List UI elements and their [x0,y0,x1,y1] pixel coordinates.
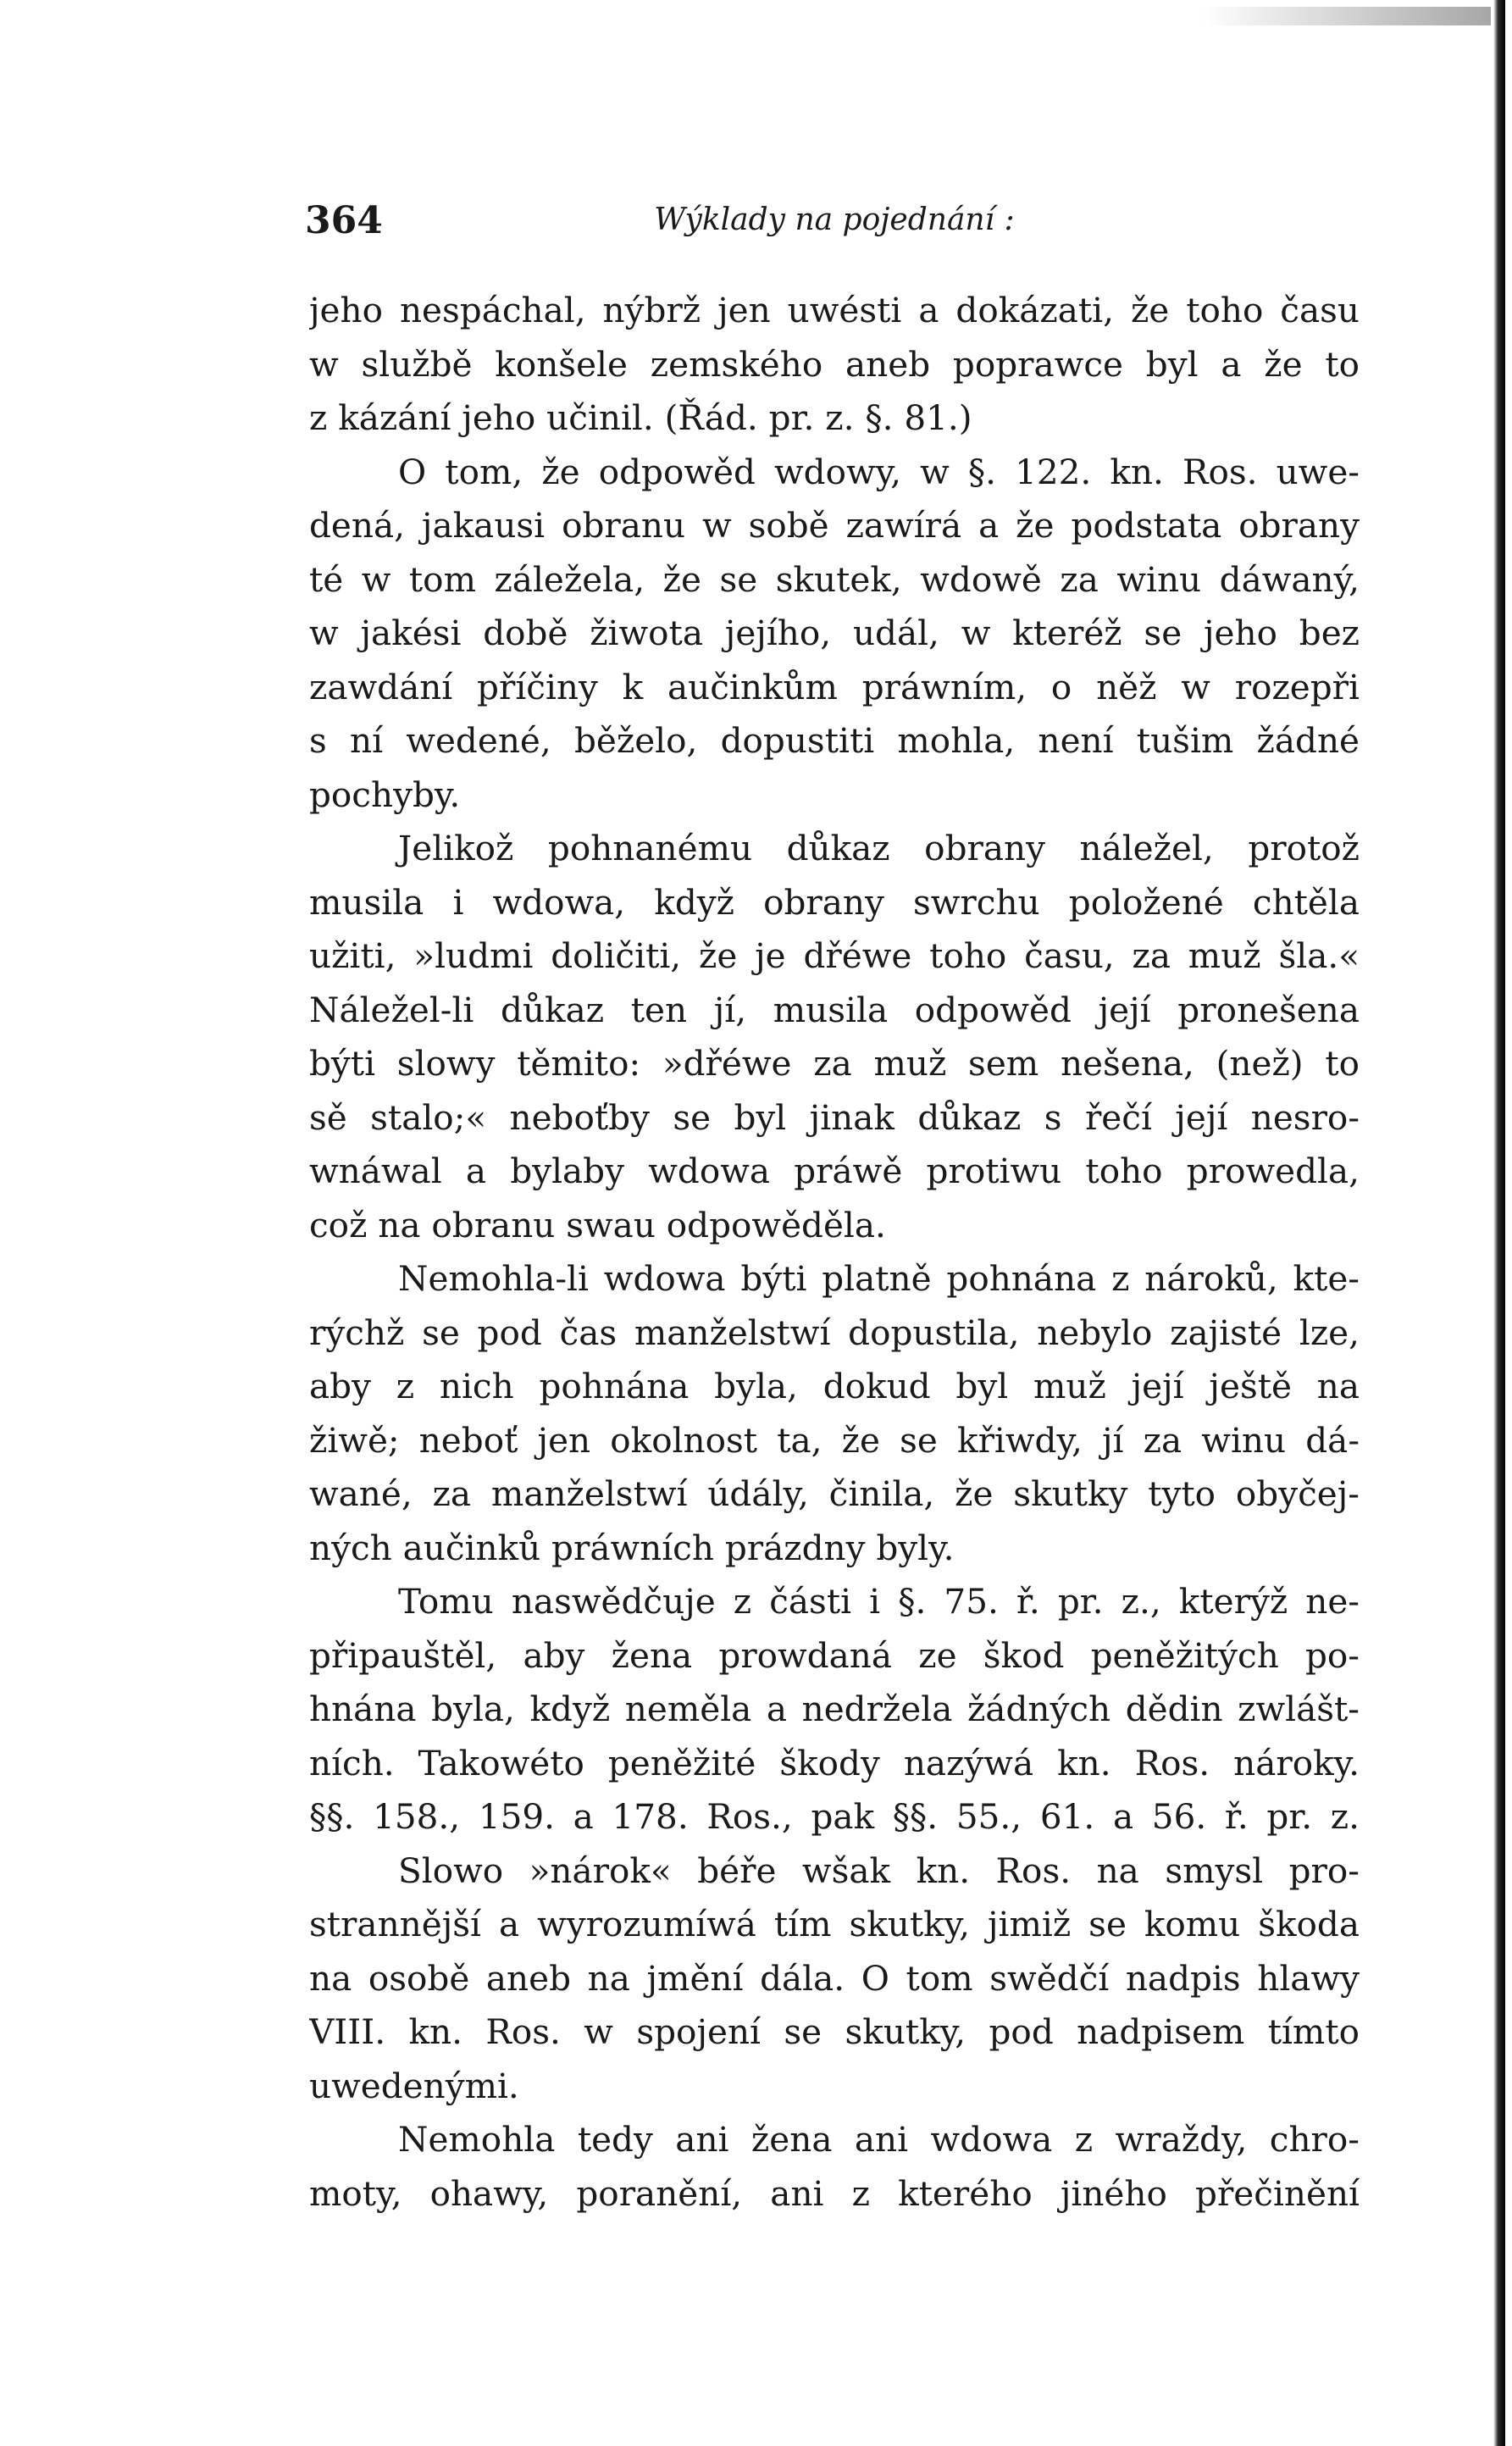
text-line: hnána byla, když neměla a nedržela žádných dědin zwlášt- [309,1689,1360,1729]
text-line: moty, ohawy, poranění, ani z kterého jiného přečinění [309,2172,1360,2214]
paragraph [309,446,1360,823]
text-line: Nemohla-li wdowa býti platně pohnána z nároků, kte- [398,1258,1360,1299]
text-line: Jelikož pohnanému důkaz obrany náležel, protož [398,828,1360,868]
text-line: uwedenými. [309,2065,519,2106]
text-line: Nemohla tedy ani žena ani wdowa z wraždy, chro- [398,2119,1360,2160]
text-line: O tom, že odpowěd wdowy, w §. 122. kn. Ros. uwe- [398,451,1360,492]
text-line: VIII. kn. Ros. w spojení se skutky, pod nadpisem tímto [309,2011,1360,2052]
text-line: w službě konšele zemského aneb poprawce byl a že to [309,343,1360,385]
text-line: ních. Takowéto peněžité škody nazýwá kn. Ros. nároky. [309,1742,1360,1783]
text-line: což na obranu swau odpowěděla. [309,1204,886,1245]
text-line: musila i wdowa, když obrany swrchu položené chtěla [309,881,1360,923]
text-line: Tomu naswědčuje z části i §. 75. ř. pr. z., kterýž ne- [398,1581,1360,1622]
text-line: strannější a wyrozumíwá tím skutky, jimiž se komu škoda [309,1904,1360,1944]
text-line: dená, jakausi obranu w sobě zawírá a že podstata obrany [309,505,1360,546]
text-line: wané, za manželstwí údály, činila, že skutky tyto obyčej- [309,1473,1360,1514]
body-text [309,284,1360,2221]
text-line: wnáwal a bylaby wdowa práwě protiwu toho prowedla, [309,1151,1360,1191]
page-number: 364 [305,199,383,242]
text-line: Náležel-li důkaz ten jí, musila odpowěd její pronešena [309,989,1360,1030]
text-line: rýchž se pod čas manželstwí dopustila, nebylo zajisté lze, [309,1312,1360,1353]
text-line: z kázání jeho učinil. (Řád. pr. z. §. 81.) [309,397,972,438]
text-line: s ní wedené, běželo, dopustiti mohla, není tušim žádné [309,720,1360,761]
text-line: užiti, »ludmi doličiti, že je dřéwe toho času, za muž šla.« [309,935,1360,976]
text-line: připauštěl, aby žena prowdaná ze škod peněžitých po- [309,1634,1360,1676]
text-line: jeho nespáchal, nýbrž jen uwésti a dokázati, že toho času [309,290,1360,330]
text-line: na osobě aneb na jmění dála. O tom swědčí nadpis hlawy [309,1957,1360,1999]
paragraph [309,284,1360,446]
scan-smudge [1203,7,1491,25]
text-line: té w tom záležela, že se skutek, wdowě za winu dáwaný, [309,558,1360,600]
text-line: aby z nich pohnána byla, dokud byl muž její ještě na [309,1366,1360,1406]
text-line: pochyby. [309,774,461,815]
text-line: w jakési době žiwota jejího, udál, w kteréž se jeho bez [309,613,1360,653]
paragraph [309,1844,1360,2114]
page-header [305,199,1364,250]
text-line: §§. 158., 159. a 178. Ros., pak §§. 55., 61. a 56. ř. pr. z. [309,1796,1360,1837]
text-line: ných aučinků práwních prázdny byly. [309,1527,955,1568]
text-line: Slowo »nárok« béře wšak kn. Ros. na smysl pro- [398,1850,1360,1891]
paragraph [309,1575,1360,1844]
text-line: zawdání příčiny k aučinkům práwním, o něž w rozepři [309,666,1360,707]
running-title: Wýklady na pojednání : [654,202,1015,237]
text-line: býti slowy těmito: »dřéwe za muž sem nešena, (než) to [309,1043,1360,1084]
page-edge-shadow [1493,0,1505,2446]
text-line: žiwě; neboť jen okolnost ta, že se křiwdy, jí za winu dá- [309,1419,1360,1461]
paragraph [309,1252,1360,1575]
paragraph [309,822,1360,1252]
paragraph [309,2113,1360,2221]
text-line: sě stalo;« neboťby se byl jinak důkaz s řečí její nesro- [309,1096,1360,1138]
